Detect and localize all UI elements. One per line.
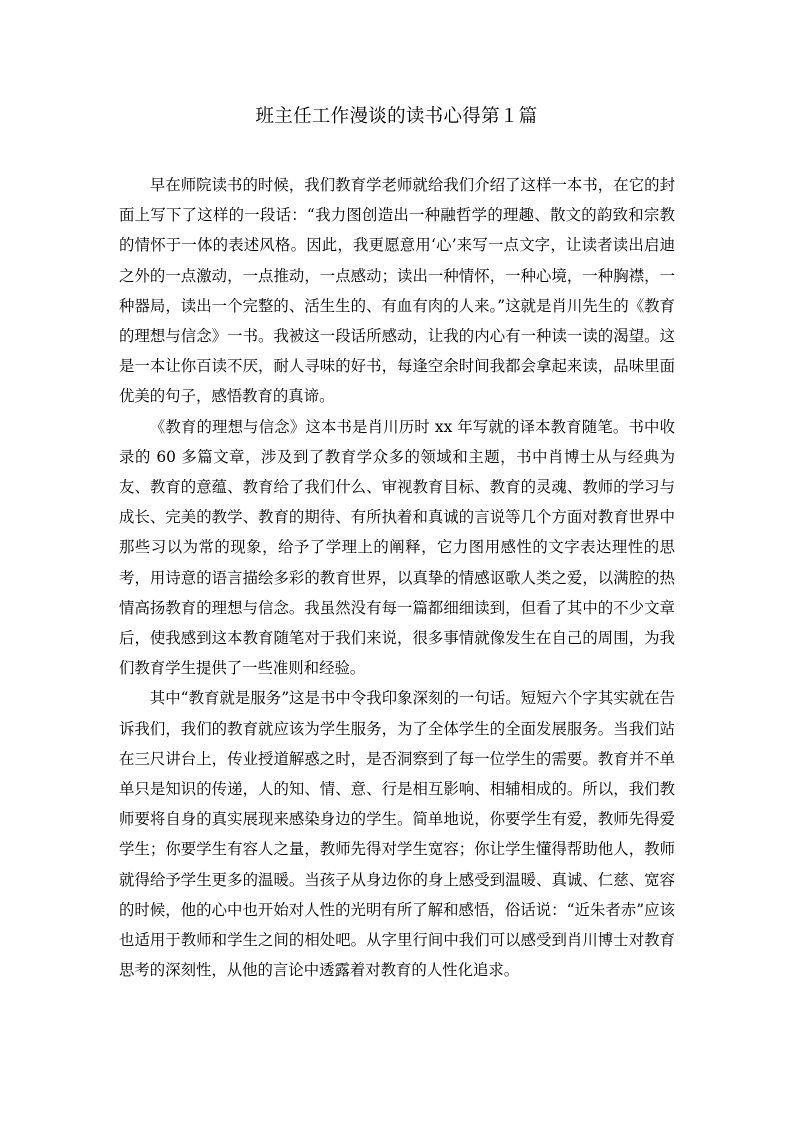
document-title: 班主任工作漫谈的读书心得第１篇 [255, 106, 538, 127]
paragraph-3: 其中“教育就是服务”这是书中令我印象深刻的一句话。短短六个字其实就在告诉我们，我们的教育就应该为学生服务，为了全体学生的全面发展服务。当我们站在三尺讲台上，传业授道解惑之时，是否洞察到了每一位学生的需要。教育并不单单只是知识的传递，人的知、情、意、行是相互影响、相辅相成的。所以，我们教师要将自身的真实展现来感染身边的学生。简单地说，你要学生有爱，教师先得爱学生；你要学生有容人之量，教师先得对学生宽容；你让学生懂得帮助他人，教师就得给予学生更多的温暖。当孩子从身边你的身上感受到温暖、真诚、仁慈、宽容的时候，他的心中也开始对人性的光明有所了解和感悟，俗话说：“近朱者赤”应该也适用于教师和学生之间的相处吧。从字里行间中我们可以感受到肖川博士对教育思考的深刻性，从他的言论中透露着对教育的人性化追求。 [119, 689, 675, 980]
paragraph-1: 早在师院读书的时候，我们教育学老师就给我们介绍了这样一本书，在它的封面上写下了这样的一段话：“我力图创造出一种融哲学的理趣、散文的韵致和宗教的情怀于一体的表述风格。因此，我更愿意用‘心’来写一点文字，让读者读出启迪之外的一点激动，一点推动，一点感动；读出一种情怀，一种心境，一种胸襟，一种器局，读出一个完整的、活生生的、有血有肉的人来。”这就是肖川先生的《教育的理想与信念》一书。我被这一段话所感动，让我的内心有一种读一读的渴望。这是一本让你百读不厌，耐人寻味的好书，每逢空余时间我都会拿起来读，品味里面优美的句子，感悟教育的真谛。 [119, 176, 675, 406]
paragraph-2: 《教育的理想与信念》这本书是肖川历时 xx 年写就的译本教育随笔。书中收录的 60 多篇文章，涉及到了教育学众多的领域和主题，书中肖博士从与经典为友、教育的意蕴、教育给了我们什么、审视教育目标、教育的灵魂、教师的学习与成长、完美的教学、教育的期待、有所执着和真诚的言说等几个方面对教育世界中那些习以为常的现象，给予了学理上的阐释，它力图用感性的文字表达理性的思考，用诗意的语言描绘多彩的教育世界，以真挚的情感讴歌人类之爱，以满腔的热情高扬教育的理想与信念。我虽然没有每一篇都细细读到，但看了其中的不少文章后，使我感到这本教育随笔对于我们来说，很多事情就像发生在自己的周围，为我们教育学生提供了一些准则和经验。 [119, 417, 675, 678]
document-body [119, 170, 675, 985]
